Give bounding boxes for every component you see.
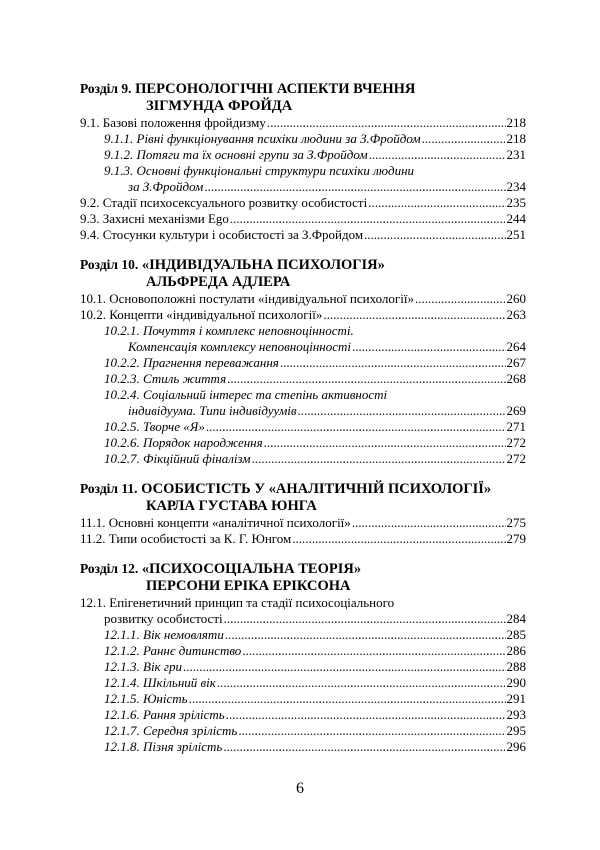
toc-entry-text: 12.1.4. Шкільний вік: [104, 675, 216, 690]
toc-entry-text: 12.1.3. Вік гри: [104, 659, 182, 674]
toc-entry-text: 11.1. Основні концепти «аналітичної психології»: [80, 515, 351, 530]
toc-entry-text: 10.2.5. Творче «Я»: [104, 419, 205, 434]
section-heading: [80, 80, 526, 115]
table-of-contents: [80, 80, 526, 768]
toc-entry: [80, 531, 526, 547]
leader-dots: [227, 371, 505, 387]
toc-entry-page: 268: [506, 371, 526, 386]
section-title-line-2: ПЕРСОНИ ЕРІКА ЕРІКСОНА: [146, 578, 351, 594]
toc-entry-text: 12.1.5. Юність: [104, 691, 188, 706]
toc-section-9: [80, 80, 526, 243]
toc-entry-text: 9.2. Стадії психосексуального розвитку особистості: [80, 195, 368, 210]
toc-subentry: [80, 451, 526, 467]
toc-subentry: [80, 131, 526, 147]
toc-subentry: [80, 675, 526, 691]
section-title-line-1: ПЕРСОНОЛОГІЧНІ АСПЕКТИ ВЧЕННЯ: [135, 81, 416, 97]
toc-entry-text: 10.1. Основоположні постулати «індивідуальної психології»: [80, 291, 414, 306]
toc-entry-page: 291: [506, 691, 526, 706]
toc-entry: [80, 515, 526, 531]
toc-subentry: [80, 435, 526, 451]
leader-dots: [298, 403, 506, 419]
toc-entry-page: 235: [506, 195, 526, 210]
section-prefix: Розділ 12.: [80, 561, 139, 576]
toc-entry-page: 218: [506, 115, 526, 130]
leader-dots: [280, 355, 506, 371]
toc-entry-page: 251: [506, 227, 526, 242]
leader-dots: [323, 307, 505, 323]
toc-entry-page: 244: [506, 211, 526, 226]
toc-subentry-first-line: 10.2.1. Почуття і комплекс неповноцінності.: [104, 323, 354, 338]
section-heading: [80, 560, 526, 595]
page-number: 6: [296, 780, 304, 797]
toc-entry-page: 293: [506, 707, 526, 722]
leader-dots: [364, 227, 505, 243]
leader-dots: [238, 723, 505, 739]
leader-dots: [230, 211, 506, 227]
toc-entry-page: 275: [506, 515, 526, 530]
toc-subentry: [80, 627, 526, 643]
leader-dots: [267, 115, 506, 131]
leader-dots: [352, 515, 506, 531]
leader-dots: [189, 691, 506, 707]
toc-entry-page: 269: [506, 403, 526, 418]
leader-dots: [217, 675, 506, 691]
toc-entry-text: 12.1.7. Середня зрілість: [104, 723, 238, 738]
toc-subentry: [80, 739, 526, 755]
toc-entry-text: 10.2.6. Порядок народження: [104, 435, 263, 450]
toc-section-10: [80, 256, 526, 467]
leader-dots: [226, 707, 506, 723]
toc-subentry-first-line: 10.2.4. Соціальний інтерес та степінь активності: [104, 387, 388, 402]
toc-entry-page: 260: [506, 291, 526, 306]
leader-dots: [252, 451, 506, 467]
toc-entry-page: 295: [506, 723, 526, 738]
section-title-line-2: КАРЛА ГУСТАВА ЮНГА: [146, 498, 317, 514]
toc-entry: [80, 115, 526, 131]
toc-entry: [80, 291, 526, 307]
section-prefix: Розділ 11.: [80, 481, 138, 496]
toc-subentry: [80, 355, 526, 371]
toc-entry-text: 9.1. Базові положення фройдизму: [80, 115, 266, 130]
toc-entry-page: 264: [506, 339, 526, 354]
toc-section-12: [80, 560, 526, 755]
section-prefix: Розділ 10.: [80, 257, 139, 272]
section-title-line-1: «ІНДИВІДУАЛЬНА ПСИХОЛОГІЯ»: [141, 257, 385, 273]
toc-subentry-first-line: 9.1.3. Основні функціональні структури психіки людини: [104, 163, 415, 178]
toc-entry-text: 11.2. Типи особистості за К. Г. Юнгом: [80, 531, 292, 546]
toc-subentry: [80, 723, 526, 739]
section-heading: [80, 480, 526, 515]
toc-entry-page: 267: [506, 355, 526, 370]
leader-dots: [206, 419, 506, 435]
toc-entry-page: 234: [506, 179, 526, 194]
toc-entry-text: 12.1.1. Вік немовляти: [104, 627, 224, 642]
toc-entry-text: 10.2.3. Стиль життя: [104, 371, 227, 386]
leader-dots: [223, 739, 505, 755]
toc-subentry: [80, 371, 526, 387]
toc-entry-text: за З.Фройдом: [128, 179, 204, 194]
toc-entry-text: 9.3. Захисні механізми Ego: [80, 211, 229, 226]
toc-subentry: [80, 179, 526, 195]
toc-entry: [80, 227, 526, 243]
toc-entry-text: 12.1.8. Пізня зрілість: [104, 739, 223, 754]
toc-entry: [80, 211, 526, 227]
toc-entry-page: 290: [506, 675, 526, 690]
toc-entry-text: розвитку особистості: [104, 611, 223, 626]
toc-subentry: [80, 419, 526, 435]
leader-dots: [422, 131, 506, 147]
leader-dots: [264, 435, 506, 451]
toc-entry: [80, 195, 526, 211]
toc-entry-page: 285: [506, 627, 526, 642]
toc-entry-page: 218: [506, 131, 526, 146]
section-prefix: Розділ 9.: [80, 81, 132, 96]
leader-dots: [292, 531, 505, 547]
toc-entry-page: 272: [506, 451, 526, 466]
toc-subentry: [80, 691, 526, 707]
section-title-line-2: ЗІГМУНДА ФРОЙДА: [146, 98, 293, 114]
toc-section-11: [80, 480, 526, 547]
toc-entry-page: 288: [506, 659, 526, 674]
toc-entry-page: 231: [506, 147, 526, 162]
toc-subentry: [80, 707, 526, 723]
toc-entry-text: індивідуума. Типи індивідуумів: [128, 403, 297, 418]
leader-dots: [224, 611, 506, 627]
section-heading: [80, 256, 526, 291]
leader-dots: [369, 147, 506, 163]
leader-dots: [242, 643, 505, 659]
toc-entry: [80, 611, 526, 627]
toc-entry-page: 263: [506, 307, 526, 322]
toc-entry-page: 279: [506, 531, 526, 546]
toc-entry-page: 284: [506, 611, 526, 626]
toc-subentry: [80, 643, 526, 659]
leader-dots: [183, 659, 506, 675]
toc-subentry: [80, 403, 526, 419]
section-title-line-2: АЛЬФРЕДА АДЛЕРА: [146, 274, 291, 290]
toc-entry-page: 286: [506, 643, 526, 658]
leader-dots: [368, 195, 505, 211]
toc-entry-first-line: 12.1. Епігенетичний принцип та стадії психосоціального: [80, 595, 395, 610]
toc-entry-page: 271: [506, 419, 526, 434]
toc-entry-page: 272: [506, 435, 526, 450]
toc-entry-text: 10.2. Концепти «індивідуальної психології»: [80, 307, 323, 322]
toc-subentry: [80, 659, 526, 675]
toc-entry-text: 12.1.2. Раннє дитинство: [104, 643, 242, 658]
section-title-line-1: «ПСИХОСОЦІАЛЬНА ТЕОРІЯ»: [141, 561, 362, 577]
leader-dots: [352, 339, 505, 355]
section-title-line-1: ОСОБИСТІСТЬ У «АНАЛІТИЧНІЙ ПСИХОЛОГІЇ»: [141, 481, 492, 497]
toc-entry-text: 12.1.6. Рання зрілість: [104, 707, 225, 722]
toc-entry-text: 10.2.2. Прагнення переважання: [104, 355, 279, 370]
toc-entry-text: Компенсація комплексу неповноцінності: [128, 339, 352, 354]
toc-entry-text: 9.1.1. Рівні функціонування психіки людини за З.Фройдом: [104, 131, 421, 146]
toc-entry: [80, 307, 526, 323]
toc-entry-page: 296: [506, 739, 526, 754]
leader-dots: [225, 627, 506, 643]
toc-entry-text: 9.4. Стосунки культури і особистості за З.Фройдом: [80, 227, 364, 242]
leader-dots: [204, 179, 505, 195]
toc-subentry: [80, 339, 526, 355]
toc-subentry: [80, 147, 526, 163]
toc-entry-text: 9.1.2. Потяги та їх основні групи за З.Фройдом: [104, 147, 368, 162]
toc-entry-text: 10.2.7. Фікційний фіналізм: [104, 451, 251, 466]
leader-dots: [415, 291, 506, 307]
